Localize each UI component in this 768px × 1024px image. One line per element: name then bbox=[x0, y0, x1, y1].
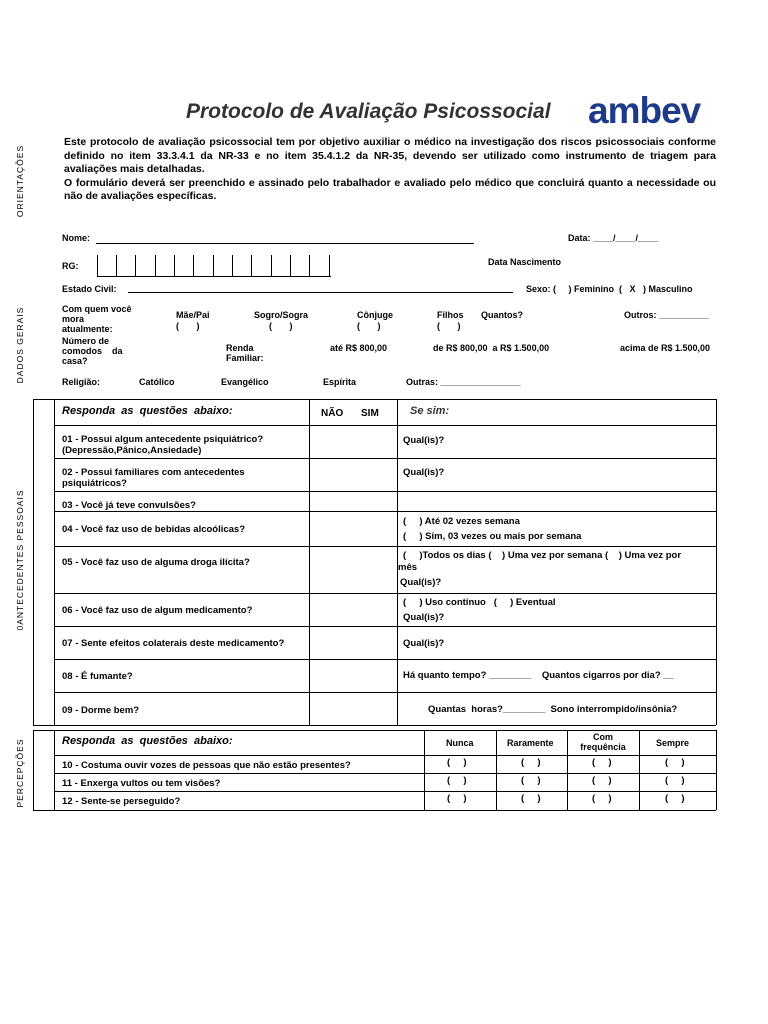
opt-mae-pai-label: Mãe/Pai bbox=[176, 310, 210, 320]
q09-answer[interactable]: Quantas horas?________ Sono interrompido/insônia? bbox=[428, 704, 678, 715]
q08: 08 - É fumante? bbox=[62, 671, 133, 682]
q12: 12 - Sente-se perseguido? bbox=[62, 796, 181, 807]
q06-opt[interactable]: ( ) Uso contínuo ( ) Eventual bbox=[403, 597, 556, 608]
rg-boxes[interactable] bbox=[97, 255, 331, 277]
q06-answer[interactable]: Qual(is)? bbox=[403, 612, 445, 623]
q11-nunca[interactable]: ( ) bbox=[447, 775, 467, 786]
q10: 10 - Costuma ouvir vozes de pessoas que não estão presentes? bbox=[62, 760, 351, 771]
religiao-label: Religião: bbox=[62, 377, 101, 387]
renda-l2: Familiar: bbox=[226, 353, 264, 363]
com-quem-l3: atualmente: bbox=[62, 324, 113, 334]
q08-answer[interactable]: Há quanto tempo? ________ Quantos cigarros por dia? __ bbox=[403, 670, 674, 681]
renda-l1: Renda bbox=[226, 343, 254, 353]
comodos-l3: casa? bbox=[62, 356, 88, 366]
antecedentes-header: Responda as questões abaixo: bbox=[62, 405, 233, 417]
rg-label: RG: bbox=[62, 261, 79, 271]
opt-sogro-box[interactable]: ( ) bbox=[269, 321, 293, 331]
q11: 11 - Enxerga vultos ou tem visões? bbox=[62, 778, 221, 789]
q02-sub: psiquiátricos? bbox=[62, 478, 127, 489]
com-quem-l1: Com quem você bbox=[62, 304, 132, 314]
q06: 06 - Você faz uso de algum medicamento? bbox=[62, 605, 253, 616]
col-raramente: Raramente bbox=[507, 738, 554, 748]
q05-mes: mês bbox=[398, 562, 418, 573]
data-field[interactable]: Data: ____/____/____ bbox=[568, 233, 659, 243]
q12-sempre[interactable]: ( ) bbox=[665, 793, 685, 804]
q11-raramente[interactable]: ( ) bbox=[521, 775, 541, 786]
col-nao: NÃO bbox=[321, 408, 344, 419]
q05-answer[interactable]: Qual(is)? bbox=[400, 577, 442, 588]
q10-nunca[interactable]: ( ) bbox=[447, 757, 467, 768]
section-percepcoes: PERCEPÇÕES bbox=[15, 738, 25, 808]
com-quem-l2: mora bbox=[62, 314, 85, 324]
q05: 05 - Você faz uso de alguma droga ilícita? bbox=[62, 557, 250, 568]
com-quem-label bbox=[62, 304, 132, 334]
opt-conjuge-box[interactable]: ( ) bbox=[357, 321, 381, 331]
comodos-l1: Número de bbox=[62, 336, 110, 346]
section-orientacoes: ORIENTAÇÕES bbox=[15, 144, 25, 218]
estado-civil-label: Estado Civil: bbox=[62, 284, 117, 294]
q07: 07 - Sente efeitos colaterais deste medicamento? bbox=[62, 638, 285, 649]
renda-opt-2[interactable]: de R$ 800,00 a R$ 1.500,00 bbox=[433, 343, 550, 353]
quantos-label: Quantos? bbox=[481, 310, 523, 320]
ambev-logo: ambev bbox=[588, 90, 701, 131]
religiao-espirita[interactable]: Espírita bbox=[323, 377, 357, 387]
orientacoes-p2: O formulário deverá ser preenchido e assinado pelo trabalhador e avaliado pelo médico que concluirá quanto a necessidade ou não de avaliações específicas. bbox=[64, 176, 716, 202]
nome-line[interactable] bbox=[96, 243, 474, 244]
q01-text: 01 - Possui algum antecedente psiquiátrico? bbox=[62, 434, 264, 445]
q10-raramente[interactable]: ( ) bbox=[521, 757, 541, 768]
nome-label: Nome: bbox=[62, 233, 91, 243]
col-nunca: Nunca bbox=[446, 738, 474, 748]
opt-mae-pai[interactable] bbox=[176, 310, 210, 332]
religiao-evangelico[interactable]: Evangélico bbox=[221, 377, 269, 387]
col-sim: SIM bbox=[361, 408, 379, 419]
opt-filhos-label: Filhos bbox=[437, 310, 464, 320]
q04: 04 - Você faz uso de bebidas alcoólicas? bbox=[62, 524, 246, 535]
data-nascimento-label: Data Nascimento bbox=[488, 257, 562, 267]
opt-sogro[interactable] bbox=[254, 310, 308, 332]
opt-sogro-label: Sogro/Sogra bbox=[254, 310, 309, 320]
sexo-field[interactable]: Sexo: ( ) Feminino ( X ) Masculino bbox=[526, 284, 693, 294]
col-com-frequencia-l1: Com bbox=[593, 732, 613, 742]
q01 bbox=[62, 434, 263, 456]
q04-opt-1[interactable]: ( ) Até 02 vezes semana bbox=[403, 516, 520, 527]
q02-answer[interactable]: Qual(is)? bbox=[403, 467, 445, 478]
outros-field[interactable]: Outros: __________ bbox=[624, 310, 710, 320]
q10-sempre[interactable]: ( ) bbox=[665, 757, 685, 768]
section-dados-gerais: DADOS GERAIS bbox=[15, 306, 25, 384]
percepcoes-header: Responda as questões abaixo: bbox=[62, 735, 233, 747]
renda-opt-1[interactable]: até R$ 800,00 bbox=[330, 343, 388, 353]
renda-opt-3[interactable]: acima de R$ 1.500,00 bbox=[620, 343, 711, 353]
opt-mae-pai-box[interactable]: ( ) bbox=[176, 321, 200, 331]
col-se-sim: Se sim: bbox=[410, 405, 450, 417]
section-antecedentes: 0ANTECEDENTES PESSOAIS bbox=[15, 489, 25, 631]
q12-nunca[interactable]: ( ) bbox=[447, 793, 467, 804]
q01-answer[interactable]: Qual(is)? bbox=[403, 435, 445, 446]
orientacoes-text bbox=[64, 136, 716, 204]
opt-filhos-box[interactable]: ( ) bbox=[437, 321, 461, 331]
q12-raramente[interactable]: ( ) bbox=[521, 793, 541, 804]
q03: 03 - Você já teve convulsões? bbox=[62, 500, 196, 511]
opt-conjuge-label: Cônjuge bbox=[357, 310, 393, 320]
q10-frequencia[interactable]: ( ) bbox=[592, 757, 612, 768]
religiao-catolico[interactable]: Católico bbox=[139, 377, 175, 387]
q02-text: 02 - Possui familiares com antecedentes bbox=[62, 467, 245, 478]
estado-civil-line[interactable] bbox=[128, 292, 513, 293]
page-title: Protocolo de Avaliação Psicossocial bbox=[186, 100, 551, 123]
comodos-label bbox=[62, 336, 123, 366]
comodos-l2: comodos da bbox=[62, 346, 123, 356]
q02 bbox=[62, 467, 245, 489]
q09: 09 - Dorme bem? bbox=[62, 705, 140, 716]
religiao-outras[interactable]: Outras: ________________ bbox=[406, 377, 521, 387]
col-com-frequencia bbox=[578, 732, 628, 752]
q11-frequencia[interactable]: ( ) bbox=[592, 775, 612, 786]
col-sempre: Sempre bbox=[656, 738, 690, 748]
opt-filhos[interactable] bbox=[437, 310, 464, 332]
q04-opt-2[interactable]: ( ) Sim, 03 vezes ou mais por semana bbox=[403, 531, 582, 542]
renda-label bbox=[226, 343, 264, 363]
opt-conjuge[interactable] bbox=[357, 310, 393, 332]
q05-opt[interactable]: ( )Todos os dias ( ) Uma vez por semana ( ) Uma vez por bbox=[403, 550, 682, 561]
q01-sub: (Depressão,Pânico,Ansiedade) bbox=[62, 445, 202, 456]
orientacoes-p1: Este protocolo de avaliação psicossocial tem por objetivo auxiliar o médico na investigação dos riscos psicossociais conforme definido no item 33.3.4.1 da NR-33 e no item 35.4.1.2 da NR-35, devendo ser utilizado como instrumento de triagem para avaliações mais detalhadas. bbox=[64, 136, 716, 175]
q11-sempre[interactable]: ( ) bbox=[665, 775, 685, 786]
col-com-frequencia-l2: frequência bbox=[580, 742, 626, 752]
q07-answer[interactable]: Qual(is)? bbox=[403, 638, 445, 649]
q12-frequencia[interactable]: ( ) bbox=[592, 793, 612, 804]
